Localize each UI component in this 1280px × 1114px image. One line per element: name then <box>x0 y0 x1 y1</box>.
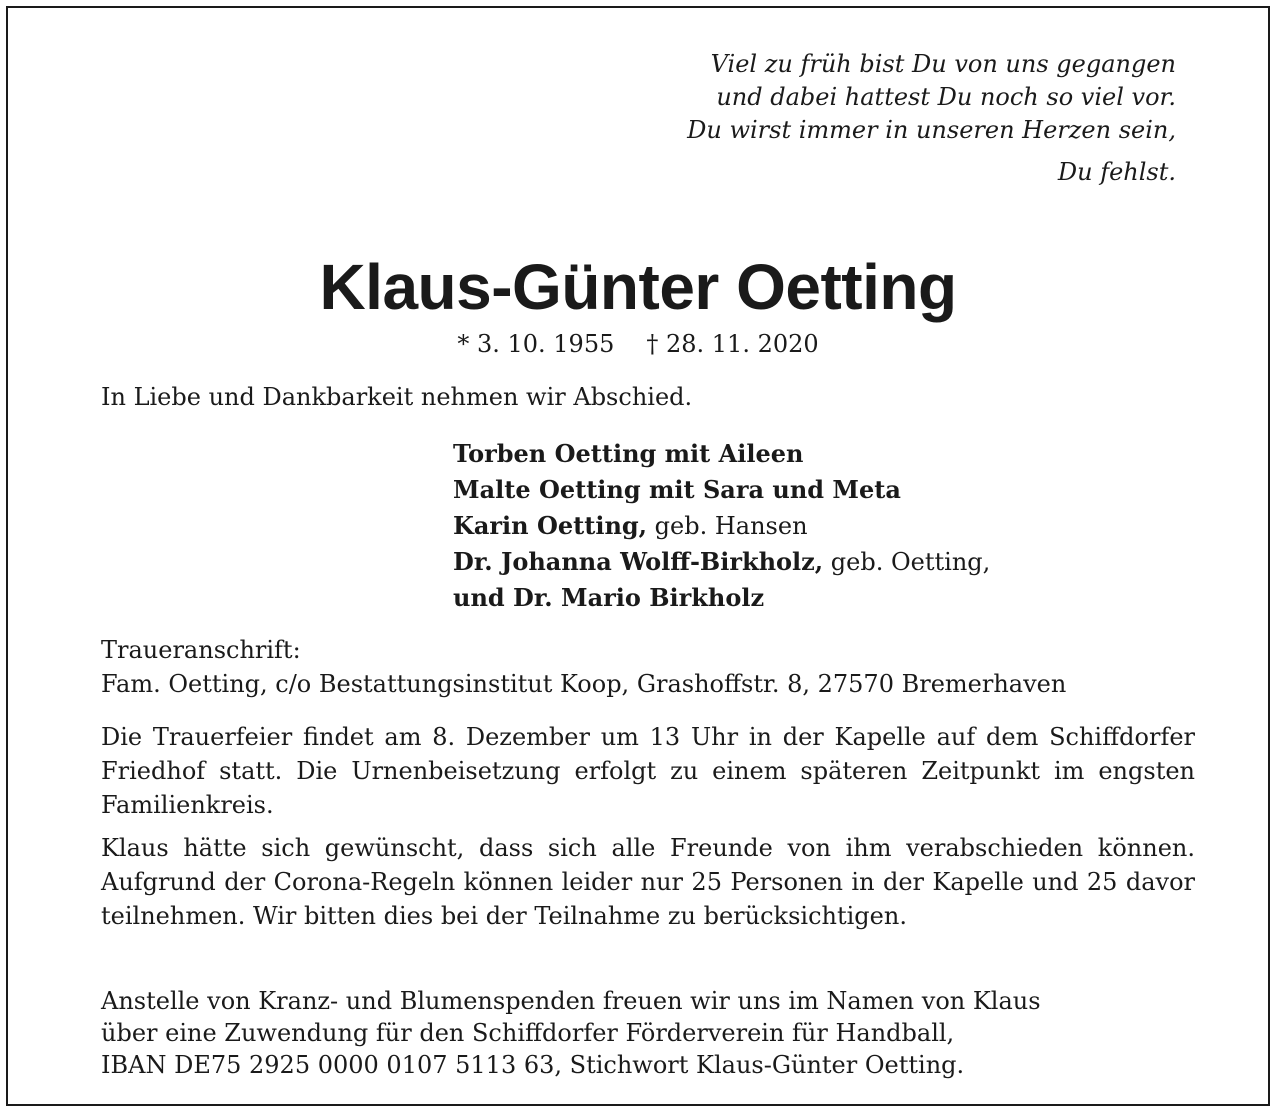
poem <box>687 48 1176 189</box>
poem-line: Viel zu früh bist Du von uns gegangen <box>710 50 1176 78</box>
donation-line: IBAN DE75 2925 0000 0107 5113 63, Stichwort Klaus-Günter Oetting. <box>101 1051 965 1079</box>
donation-request <box>101 985 1195 1081</box>
family-member <box>453 436 990 472</box>
corona-notice: Klaus hätte sich gewünscht, dass sich alle Freunde von ihm verabschieden können. Aufgrund der Corona-Regeln können leider nur 25 Personen in der Kapelle und 25 davor teilnehmen. Wir bitten dies bei der Teilnahme zu berücksichtigen. <box>101 834 1195 930</box>
family-member <box>453 580 990 616</box>
family-member-name: Torben Oetting mit Aileen <box>453 439 804 468</box>
family-member-suffix: geb. Hansen <box>647 512 808 540</box>
obituary-frame <box>6 6 1270 1106</box>
farewell-text: In Liebe und Dankbarkeit nehmen wir Abschied. <box>101 383 693 411</box>
ceremony-info: Die Trauerfeier findet am 8. Dezember um 13 Uhr in der Kapelle auf dem Schiffdorfer Friedhof statt. Die Urnenbeisetzung erfolgt zu einem späteren Zeitpunkt im engsten Familienkreis. <box>101 723 1195 819</box>
address-label: Traueranschrift: <box>101 636 301 664</box>
family-list <box>453 436 990 616</box>
life-dates <box>8 328 1268 360</box>
deceased-name: Klaus-Günter Oetting <box>319 251 957 323</box>
address-text: Fam. Oetting, c/o Bestattungsinstitut Koop, Grashoffstr. 8, 27570 Bremerhaven <box>101 670 1067 698</box>
family-member-name: Karin Oetting, <box>453 511 648 540</box>
family-member-name: und Dr. Mario Birkholz <box>453 583 765 612</box>
family-member <box>453 472 990 508</box>
death-date: † 28. 11. 2020 <box>646 330 819 358</box>
poem-line: Du wirst immer in unseren Herzen sein, <box>687 116 1176 144</box>
birth-date: * 3. 10. 1955 <box>457 330 615 358</box>
poem-line: und dabei hattest Du noch so viel vor. <box>716 83 1176 111</box>
donation-line: Anstelle von Kranz- und Blumenspenden freuen wir uns im Namen von Klaus <box>101 987 1041 1015</box>
family-member-name: Dr. Johanna Wolff-Birkholz, <box>453 547 824 576</box>
donation-line: über eine Zuwendung für den Schiffdorfer Förderverein für Handball, <box>101 1019 955 1047</box>
mourning-address <box>101 633 1195 701</box>
family-member-name: Malte Oetting mit Sara und Meta <box>453 475 901 504</box>
poem-line: Du fehlst. <box>1057 158 1176 186</box>
family-member-suffix: geb. Oetting, <box>823 548 991 576</box>
family-member <box>453 544 990 580</box>
family-member <box>453 508 990 544</box>
